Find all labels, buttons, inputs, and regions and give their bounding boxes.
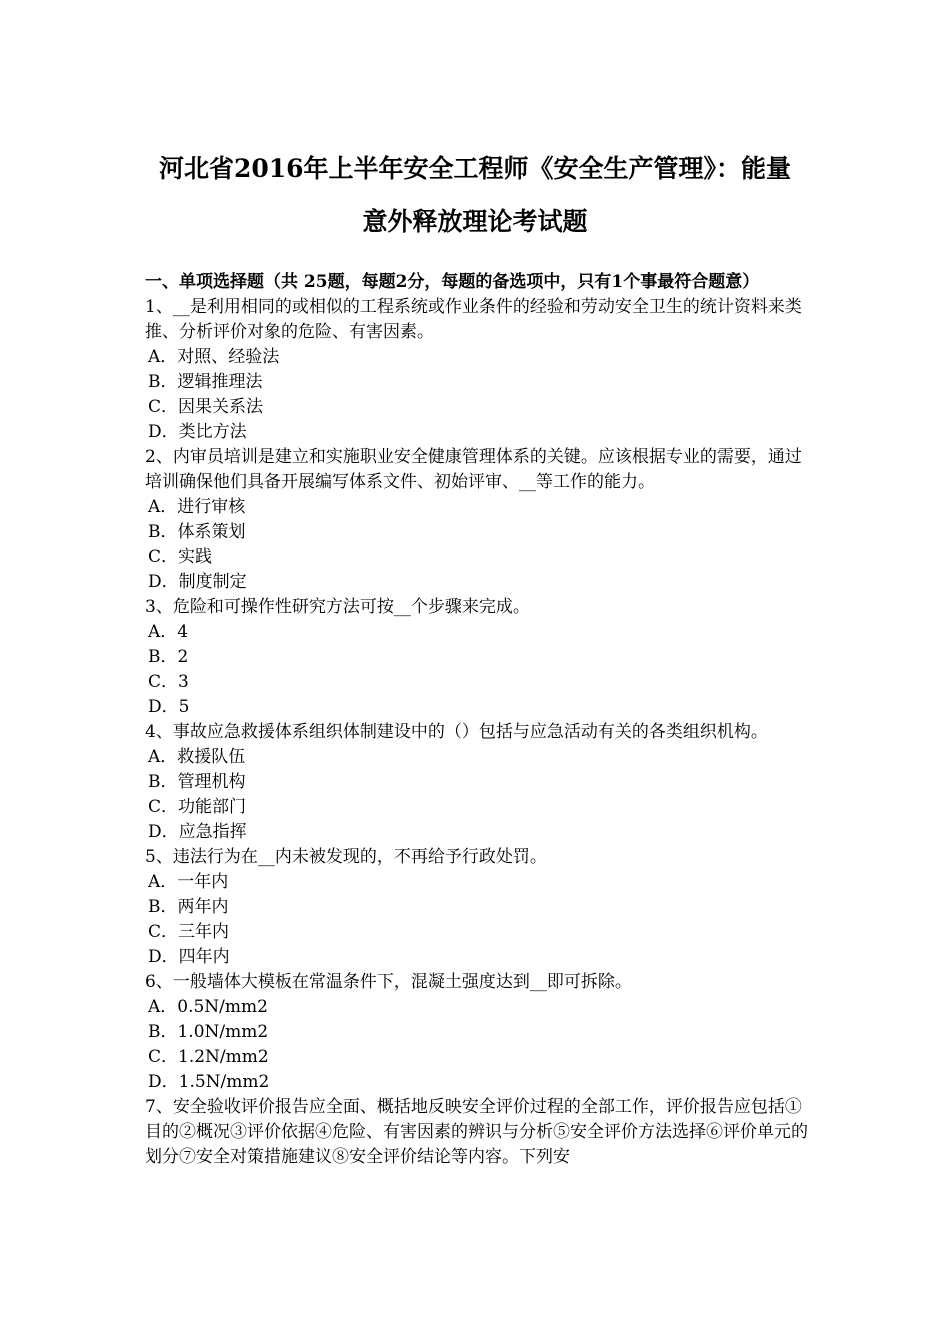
- answer-option: C．因果关系法: [148, 397, 264, 417]
- answer-option: C．3: [148, 672, 189, 692]
- question-block: [145, 970, 811, 1095]
- question-stem: 7、安全验收评价报告应全面、概括地反映安全评价过程的全部工作，评价报告应包括①目的②概况③评价依据④危险、有害因素的辨识与分析⑤安全评价方法选择⑥评价单元的划分⑦安全对策措施建议⑧安全评价结论等内容。下列安: [145, 1097, 808, 1167]
- answer-option: D．5: [148, 697, 190, 717]
- answer-option: B．逻辑推理法: [148, 372, 263, 392]
- answer-option: B．管理机构: [148, 772, 246, 792]
- question-block: [145, 1095, 811, 1170]
- title-line-2: 意外释放理论考试题: [362, 207, 588, 236]
- question-block: [145, 445, 811, 595]
- answer-option: A．救援队伍: [148, 747, 246, 767]
- answer-option: D．制度制定: [148, 572, 247, 592]
- document-title: [110, 142, 840, 248]
- section-heading: 一、单项选择题（共 25题，每题2分，每题的备选项中，只有1个事最符合题意）: [145, 272, 760, 292]
- answer-option: B．体系策划: [148, 522, 246, 542]
- answer-option: D．应急指挥: [148, 822, 247, 842]
- question-stem: 5、违法行为在__内未被发现的，不再给予行政处罚。: [145, 847, 547, 867]
- answer-option: B．两年内: [148, 897, 229, 917]
- answer-option: D．四年内: [148, 947, 230, 967]
- answer-option: A．0.5N/mm2: [148, 997, 268, 1017]
- answer-option: C．三年内: [148, 922, 230, 942]
- answer-option: A．对照、经验法: [148, 347, 280, 367]
- question-stem: 1、__是利用相同的或相似的工程系统或作业条件的经验和劳动安全卫生的统计资料来类推、分析评价对象的危险、有害因素。: [145, 297, 802, 342]
- question-stem: 4、事故应急救援体系组织体制建设中的（）包括与应急活动有关的各类组织机构。: [145, 722, 768, 742]
- answer-option: C．1.2N/mm2: [148, 1047, 269, 1067]
- question-stem: 6、一般墙体大模板在常温条件下，混凝土强度达到__即可拆除。: [145, 972, 632, 992]
- answer-option: B．1.0N/mm2: [148, 1022, 269, 1042]
- answer-option: A．一年内: [148, 872, 229, 892]
- answer-option: C．功能部门: [148, 797, 247, 817]
- answer-option: C．实践: [148, 547, 213, 567]
- title-line-1: 河北省2016年上半年安全工程师《安全生产管理》：能量: [158, 154, 792, 183]
- answer-option: D．类比方法: [148, 422, 247, 442]
- question-stem: 2、内审员培训是建立和实施职业安全健康管理体系的关键。应该根据专业的需要，通过培训确保他们具备开展编写体系文件、初始评审、__等工作的能力。: [145, 447, 802, 492]
- answer-option: A．4: [148, 622, 189, 642]
- question-block: [145, 720, 811, 845]
- question-block: [145, 595, 811, 720]
- answer-option: A．进行审核: [148, 497, 246, 517]
- answer-option: B．2: [148, 647, 189, 667]
- question-block: [145, 845, 811, 970]
- document-body: [145, 270, 811, 1170]
- question-list: [145, 295, 811, 1170]
- question-block: [145, 295, 811, 445]
- answer-option: D．1.5N/mm2: [148, 1072, 270, 1092]
- question-stem: 3、危险和可操作性研究方法可按__个步骤来完成。: [145, 597, 530, 617]
